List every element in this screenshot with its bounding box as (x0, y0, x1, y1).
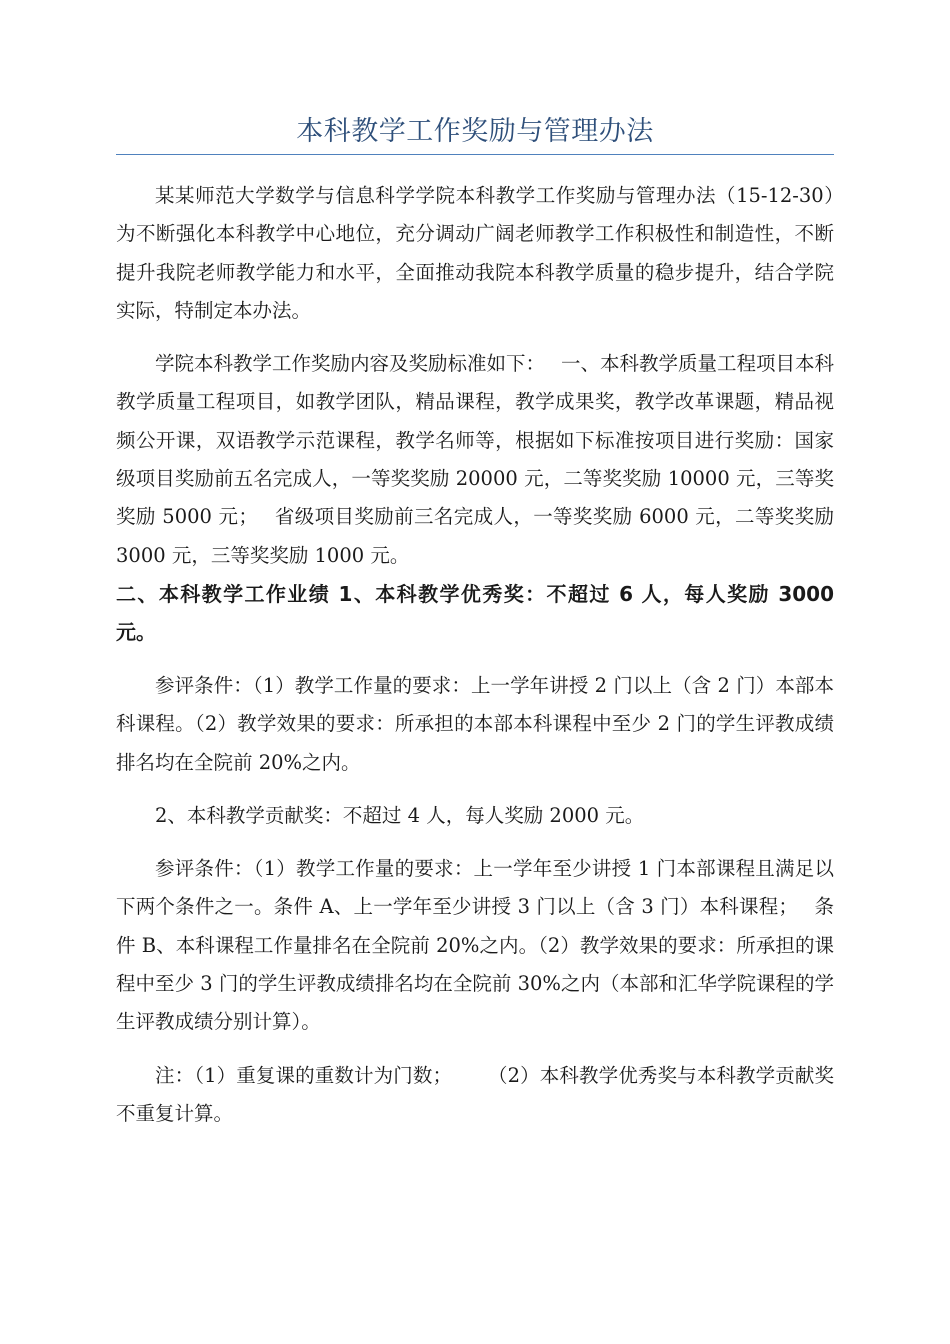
document-body (116, 177, 860, 1133)
notes-paragraph: 注：（1）重复课的重数计为门数； （2）本科教学优秀奖与本科教学贡献奖不重复计算。 (116, 1063, 834, 1125)
page-title: 本科教学工作奖励与管理办法 (296, 116, 654, 147)
title-underline (116, 154, 834, 155)
intro-paragraph: 某某师范大学数学与信息科学学院本科教学工作奖励与管理办法（15-12-30） 为不断强化本科教学中心地位，充分调动广阔老师教学工作积极性和制造性，不断提升我院老师教学能力和水平，全面推动我院本科教学质量的稳步提升，结合学院实际，特制定本办法。 (116, 184, 860, 322)
excellence-award-criteria: 参评条件：（1）教学工作量的要求：上一学年讲授 2 门以上（含 2 门）本部本科课程。（2）教学效果的要求：所承担的本部本科课程中至少 2 门的学生评教成绩排名均在全院前 20%之内。 (116, 673, 834, 774)
contribution-award-criteria: 参评条件：（1）教学工作量的要求：上一学年至少讲授 1 门本部课程且满足以下两个条件之一。条件 A、上一学年至少讲授 3 门以上（含 3 门）本科课程； 条件 B、本科课程工作量排名在全院前 20%之内。（2）教学效果的要求：所承担的课程中至少 3 门的学生评教成绩排名均在全院前 30%之内（本部和汇华学院课程的学生评教成绩分别计算）。 (116, 857, 834, 1034)
section-one-paragraph: 学院本科教学工作奖励内容及奖励标准如下： 一、本科教学质量工程项目本科教学质量工程项目，如教学团队，精品课程，教学成果奖，教学改革课题，精品视频公开课，双语教学示范课程，教学名师等，根据如下标准按项目进行奖励：国家级项目奖励前五名完成人，一等奖奖励 20000 元，二等奖奖励 10000 元，三等奖奖励 5000 元； 省级项目奖励前三名完成人，一等奖奖励 6000 元，二等奖奖励 3000 元，三等奖奖励 1000 元。 (116, 352, 834, 567)
contribution-award-heading: 2、本科教学贡献奖：不超过 4 人，每人奖励 2000 元。 (155, 803, 645, 827)
section-two-heading: 二、本科教学工作业绩 1、本科教学优秀奖：不超过 6 人，每人奖励 3000 元。 (116, 581, 834, 645)
